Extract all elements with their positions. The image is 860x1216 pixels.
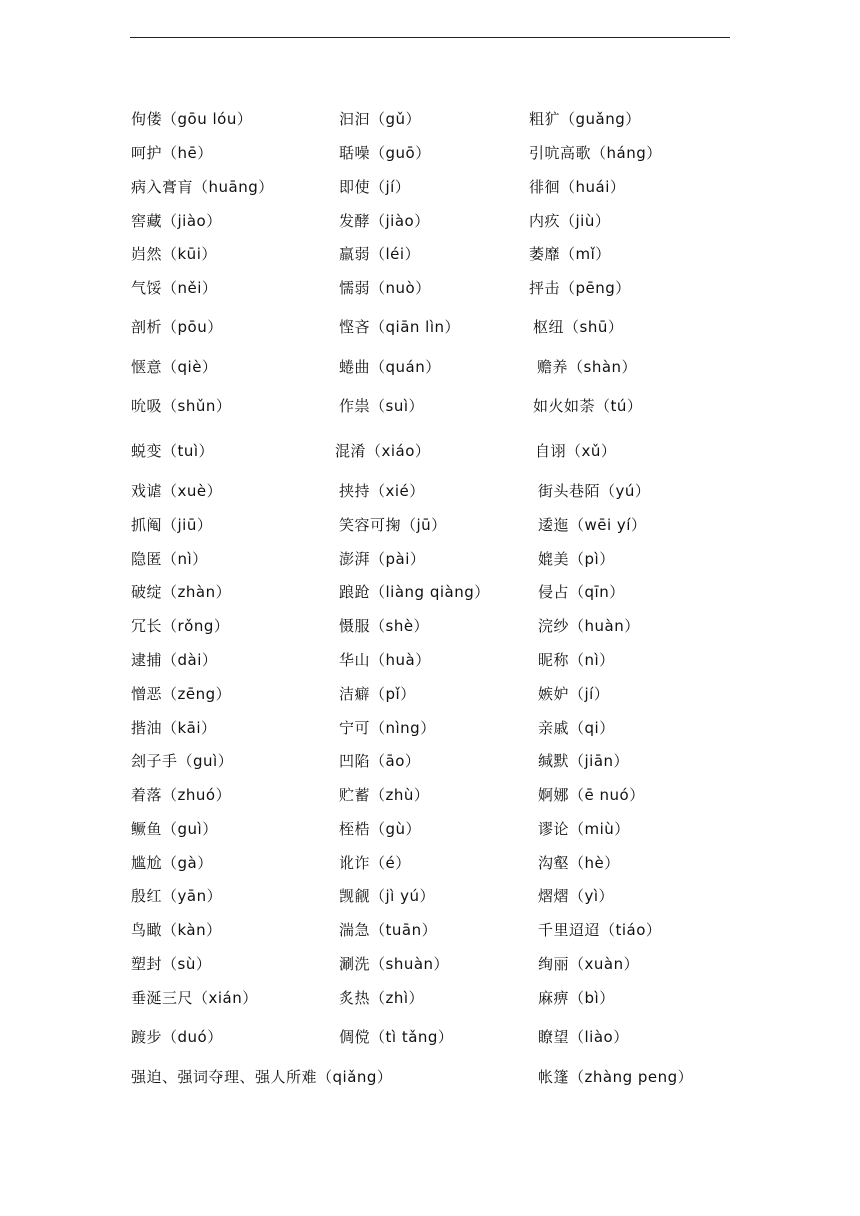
entry-12-2: 笑容可掬（jū） — [339, 516, 447, 534]
entry-26-3: 麻痹（bì） — [538, 989, 615, 1007]
entry-24-1: 鸟瞰（kàn） — [131, 921, 222, 939]
entry-2-2: 聒噪（guō） — [339, 144, 431, 162]
entry-7-3: 枢纽（shū） — [533, 318, 624, 336]
entry-22-3: 沟壑（hè） — [538, 854, 620, 872]
entry-22-2: 讹诈（é） — [339, 854, 411, 872]
entry-14-2: 踉跄（liàng qiàng） — [339, 583, 490, 601]
entry-5-3: 萎靡（mǐ） — [529, 245, 611, 263]
entry-9-2: 作祟（suì） — [339, 397, 424, 415]
entry-15-1: 冗长（rǒng） — [131, 617, 230, 635]
entry-19-2: 凹陷（āo） — [339, 752, 421, 770]
entry-25-2: 涮洗（shuàn） — [339, 955, 450, 973]
entry-15-3: 浣纱（huàn） — [538, 617, 640, 635]
entry-17-2: 洁癖（pǐ） — [339, 685, 416, 703]
entry-4-1: 窖藏（jiào） — [131, 212, 222, 230]
entry-14-3: 侵占（qīn） — [538, 583, 625, 601]
entry-26-1: 垂涎三尺（xián） — [131, 989, 258, 1007]
entry-3-2: 即使（jí） — [339, 178, 411, 196]
entry-5-2: 羸弱（léi） — [339, 245, 421, 263]
entry-21-2: 桎梏（gù） — [339, 820, 422, 838]
entry-14-1: 破绽（zhàn） — [131, 583, 232, 601]
entry-25-3: 绚丽（xuàn） — [538, 955, 640, 973]
entry-8-2: 蜷曲（quán） — [339, 358, 441, 376]
entry-11-1: 戏谑（xuè） — [131, 482, 223, 500]
entry-27-2: 倜傥（tì tǎng） — [339, 1028, 454, 1046]
entry-27-3: 瞭望（liào） — [538, 1028, 629, 1046]
entry-1-1: 佝偻（gōu lóu） — [131, 110, 253, 128]
entry-4-3: 内疚（jiù） — [529, 212, 611, 230]
entry-21-3: 谬论（miù） — [538, 820, 630, 838]
entry-9-1: 吮吸（shǔn） — [131, 397, 232, 415]
entry-16-1: 逮捕（dài） — [131, 651, 218, 669]
entry-last-left: 强迫、强词夺理、强人所难（qiǎng） — [131, 1068, 393, 1086]
entry-2-3: 引吭高歌（háng） — [529, 144, 662, 162]
entry-6-3: 抨击（pēng） — [529, 279, 631, 297]
entry-1-2: 汩汩（gǔ） — [339, 110, 422, 128]
entry-23-1: 殷红（yān） — [131, 887, 223, 905]
entry-11-3: 街头巷陌（yú） — [538, 482, 651, 500]
entry-19-3: 缄默（jiān） — [538, 752, 630, 770]
entry-6-1: 气馁（něi） — [131, 279, 218, 297]
entry-20-3: 婀娜（ē nuó） — [538, 786, 645, 804]
entry-13-2: 澎湃（pài） — [339, 550, 426, 568]
entry-11-2: 挟持（xié） — [339, 482, 425, 500]
entry-10-2: 混淆（xiáo） — [335, 442, 431, 460]
entry-7-2: 悭吝（qiān lìn） — [339, 318, 460, 336]
entry-13-1: 隐匿（nì） — [131, 550, 208, 568]
entry-15-2: 慑服（shè） — [339, 617, 430, 635]
entry-16-2: 华山（huà） — [339, 651, 431, 669]
entry-23-2: 觊觎（jì yú） — [339, 887, 435, 905]
entry-3-3: 徘徊（huái） — [529, 178, 626, 196]
entry-25-1: 塑封（sù） — [131, 955, 212, 973]
entry-17-1: 憎恶（zēng） — [131, 685, 232, 703]
entry-22-1: 尴尬（gà） — [131, 854, 213, 872]
entry-2-1: 呵护（hē） — [131, 144, 213, 162]
entry-21-1: 鳜鱼（guì） — [131, 820, 218, 838]
entry-3-1: 病入膏肓（huāng） — [131, 178, 274, 196]
entry-23-3: 熠熠（yì） — [538, 887, 615, 905]
entry-12-3: 逶迤（wēi yí） — [538, 516, 647, 534]
entry-18-1: 揩油（kāi） — [131, 719, 217, 737]
header-rule — [130, 37, 730, 38]
entry-8-1: 惬意（qiè） — [131, 358, 218, 376]
entry-last-right: 帐篷（zhàng peng） — [538, 1068, 694, 1086]
entry-24-3: 千里迢迢（tiáo） — [538, 921, 662, 939]
entry-12-1: 抓阄（jiū） — [131, 516, 213, 534]
entry-18-3: 亲戚（qi） — [538, 719, 615, 737]
entry-24-2: 湍急（tuān） — [339, 921, 438, 939]
entry-20-2: 贮蓄（zhù） — [339, 786, 430, 804]
entry-8-3: 赡养（shàn） — [537, 358, 638, 376]
entry-26-2: 炙热（zhì） — [339, 989, 425, 1007]
entry-1-3: 粗犷（guǎng） — [529, 110, 641, 128]
entry-27-1: 踱步（duó） — [131, 1028, 223, 1046]
entry-17-3: 嫉妒（jí） — [538, 685, 610, 703]
entry-5-1: 岿然（kūi） — [131, 245, 217, 263]
entry-10-1: 蜕变（tuì） — [131, 442, 215, 460]
entry-16-3: 昵称（nì） — [538, 651, 615, 669]
entry-6-2: 懦弱（nuò） — [339, 279, 431, 297]
entry-10-3: 自诩（xǔ） — [535, 442, 617, 460]
entry-4-2: 发酵（jiào） — [339, 212, 430, 230]
entry-19-1: 刽子手（guì） — [131, 752, 234, 770]
entry-18-2: 宁可（nìng） — [339, 719, 436, 737]
entry-13-3: 媲美（pì） — [538, 550, 615, 568]
entry-9-3: 如火如荼（tú） — [533, 397, 643, 415]
entry-7-1: 剖析（pōu） — [131, 318, 223, 336]
entry-20-1: 着落（zhuó） — [131, 786, 232, 804]
